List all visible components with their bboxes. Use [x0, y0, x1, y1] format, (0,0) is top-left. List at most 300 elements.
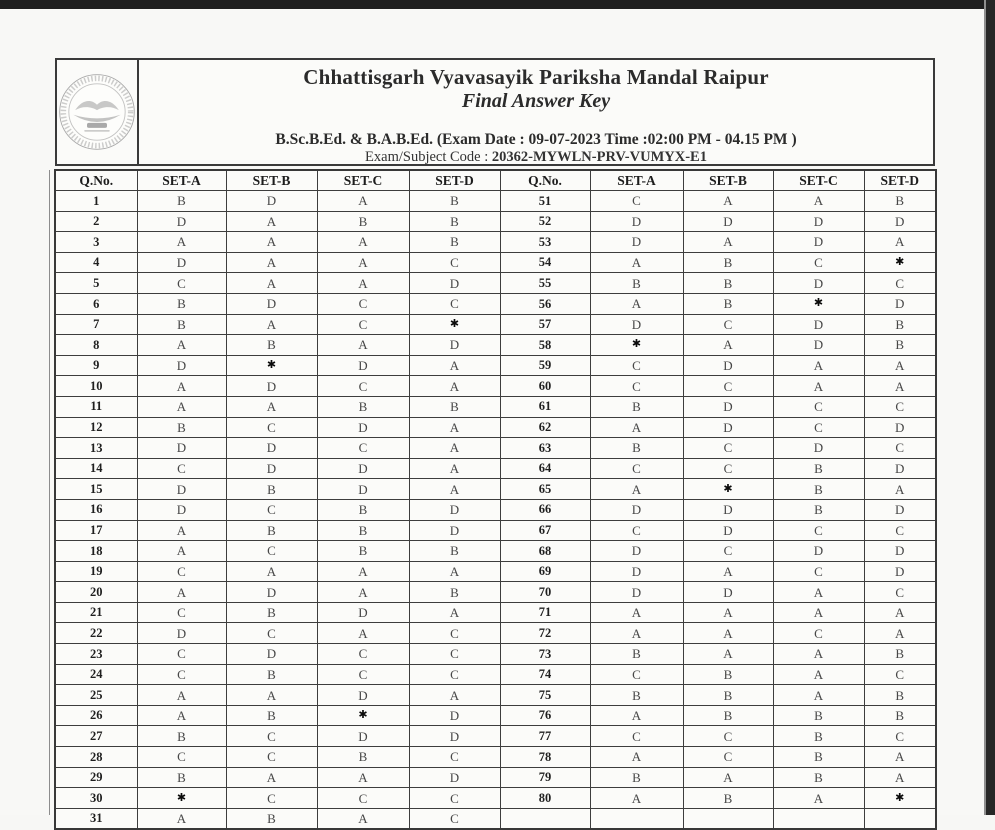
answer-cell: D — [864, 293, 936, 314]
answer-cell: C — [137, 561, 226, 582]
answer-cell: B — [137, 293, 226, 314]
answer-cell: C — [590, 726, 683, 747]
column-header: SET-C — [773, 170, 864, 191]
question-number-cell: 30 — [55, 788, 137, 809]
answer-cell: B — [590, 767, 683, 788]
answer-cell: D — [317, 355, 409, 376]
answer-cell: B — [409, 396, 500, 417]
answer-cell: D — [683, 396, 773, 417]
answer-row — [55, 376, 936, 397]
answer-cell: C — [226, 417, 317, 438]
answer-cell: B — [317, 520, 409, 541]
answer-row — [55, 788, 936, 809]
question-number-cell: 29 — [55, 767, 137, 788]
answer-cell: B — [226, 808, 317, 829]
answer-cell: B — [773, 479, 864, 500]
answer-cell: ✱ — [317, 705, 409, 726]
answer-cell: C — [773, 520, 864, 541]
answer-cell: C — [137, 458, 226, 479]
answer-row — [55, 541, 936, 562]
answer-row — [55, 314, 936, 335]
answer-cell: C — [226, 747, 317, 768]
answer-row — [55, 355, 936, 376]
answer-cell: A — [590, 293, 683, 314]
answer-cell: A — [137, 396, 226, 417]
answer-cell: D — [864, 499, 936, 520]
answer-cell: A — [317, 623, 409, 644]
answer-cell: ✱ — [773, 293, 864, 314]
column-header: SET-B — [226, 170, 317, 191]
answer-cell: D — [864, 211, 936, 232]
header-box — [55, 58, 935, 166]
answer-cell: A — [590, 602, 683, 623]
question-number-cell: 16 — [55, 499, 137, 520]
answer-cell: B — [409, 541, 500, 562]
answer-cell: B — [683, 273, 773, 294]
answer-cell: A — [317, 808, 409, 829]
answer-cell: B — [683, 705, 773, 726]
column-header: SET-A — [137, 170, 226, 191]
question-number-cell: 54 — [500, 252, 590, 273]
answer-cell: A — [864, 767, 936, 788]
answer-cell: D — [683, 355, 773, 376]
column-header: Q.No. — [55, 170, 137, 191]
answer-cell: D — [683, 520, 773, 541]
answer-cell: D — [864, 458, 936, 479]
question-number-cell: 69 — [500, 561, 590, 582]
answer-cell: C — [226, 726, 317, 747]
answer-cell: D — [409, 499, 500, 520]
scan-right-edge — [984, 0, 995, 815]
answer-cell: C — [137, 273, 226, 294]
answer-cell: B — [317, 396, 409, 417]
answer-cell: A — [317, 273, 409, 294]
answer-cell: B — [137, 767, 226, 788]
answer-cell: ✱ — [864, 788, 936, 809]
answer-cell: B — [590, 644, 683, 665]
answer-cell: B — [683, 788, 773, 809]
answer-cell: D — [864, 417, 936, 438]
answer-cell: B — [683, 293, 773, 314]
answer-cell: A — [137, 808, 226, 829]
question-number-cell: 80 — [500, 788, 590, 809]
answer-cell: B — [226, 602, 317, 623]
answer-cell: A — [317, 232, 409, 253]
answer-cell: A — [683, 644, 773, 665]
answer-cell: C — [590, 664, 683, 685]
answer-cell: B — [864, 705, 936, 726]
question-number-cell: 74 — [500, 664, 590, 685]
answer-cell: A — [864, 355, 936, 376]
answer-cell: C — [683, 376, 773, 397]
answer-row — [55, 438, 936, 459]
answer-cell: B — [773, 767, 864, 788]
answer-cell: C — [409, 808, 500, 829]
answer-cell: A — [590, 788, 683, 809]
answer-cell: D — [683, 582, 773, 603]
answer-cell: A — [317, 582, 409, 603]
answer-cell: D — [137, 438, 226, 459]
answer-row — [55, 685, 936, 706]
answer-row — [55, 396, 936, 417]
question-number-cell: 13 — [55, 438, 137, 459]
answer-cell: D — [137, 355, 226, 376]
answer-cell: A — [864, 376, 936, 397]
answer-cell: D — [137, 623, 226, 644]
answer-cell: C — [590, 355, 683, 376]
question-number-cell: 52 — [500, 211, 590, 232]
question-number-cell: 26 — [55, 705, 137, 726]
answer-cell: A — [409, 685, 500, 706]
answer-cell: C — [864, 273, 936, 294]
question-number-cell: 23 — [55, 644, 137, 665]
question-number-cell: 12 — [55, 417, 137, 438]
question-number-cell: 72 — [500, 623, 590, 644]
answer-cell: C — [773, 561, 864, 582]
answer-cell: A — [864, 747, 936, 768]
question-number-cell: 71 — [500, 602, 590, 623]
question-number-cell: 10 — [55, 376, 137, 397]
answer-cell: A — [137, 582, 226, 603]
answer-cell: B — [773, 458, 864, 479]
answer-cell: D — [590, 499, 683, 520]
answer-row — [55, 458, 936, 479]
answer-cell: C — [317, 664, 409, 685]
answer-cell: D — [864, 541, 936, 562]
answer-cell — [864, 808, 936, 829]
answer-cell: ✱ — [409, 314, 500, 335]
answer-cell: B — [137, 417, 226, 438]
answer-cell: D — [773, 541, 864, 562]
answer-cell: D — [409, 767, 500, 788]
answer-cell: D — [590, 232, 683, 253]
answer-cell: D — [409, 273, 500, 294]
answer-cell: C — [773, 417, 864, 438]
answer-cell: A — [226, 252, 317, 273]
question-number-cell: 61 — [500, 396, 590, 417]
answer-row — [55, 644, 936, 665]
answer-cell: B — [137, 726, 226, 747]
answer-cell: B — [683, 664, 773, 685]
question-number-cell: 8 — [55, 335, 137, 356]
answer-cell: A — [226, 211, 317, 232]
answer-cell: A — [409, 479, 500, 500]
answer-cell: C — [409, 293, 500, 314]
answer-cell: A — [864, 602, 936, 623]
question-number-cell: 51 — [500, 191, 590, 212]
answer-cell: A — [773, 685, 864, 706]
answer-cell: B — [773, 499, 864, 520]
answer-cell: D — [226, 293, 317, 314]
answer-cell: C — [317, 314, 409, 335]
answer-cell — [683, 808, 773, 829]
answer-cell: C — [773, 623, 864, 644]
question-number-cell: 25 — [55, 685, 137, 706]
answer-cell: A — [137, 232, 226, 253]
answer-cell: C — [226, 788, 317, 809]
answer-cell: C — [409, 252, 500, 273]
answer-cell: C — [409, 788, 500, 809]
question-number-cell: 6 — [55, 293, 137, 314]
answer-cell: A — [137, 685, 226, 706]
answer-cell: B — [409, 191, 500, 212]
question-number-cell: 59 — [500, 355, 590, 376]
column-header: SET-D — [409, 170, 500, 191]
answer-cell: D — [683, 499, 773, 520]
answer-cell: D — [137, 252, 226, 273]
table-header-row — [55, 170, 936, 191]
answer-cell: D — [317, 417, 409, 438]
answer-cell: C — [409, 747, 500, 768]
answer-cell: D — [317, 479, 409, 500]
answer-cell: D — [137, 211, 226, 232]
answer-row — [55, 602, 936, 623]
answer-cell: A — [137, 520, 226, 541]
answer-cell: C — [864, 520, 936, 541]
exam-code-line — [139, 149, 933, 166]
answer-cell: B — [773, 747, 864, 768]
column-header: SET-B — [683, 170, 773, 191]
scan-top-edge — [0, 0, 995, 9]
answer-cell: B — [137, 191, 226, 212]
answer-cell: A — [409, 458, 500, 479]
answer-cell: B — [317, 499, 409, 520]
answer-cell: A — [590, 705, 683, 726]
question-number-cell: 60 — [500, 376, 590, 397]
answer-cell: B — [590, 685, 683, 706]
answer-cell: B — [590, 438, 683, 459]
answer-cell: C — [683, 458, 773, 479]
question-number-cell: 4 — [55, 252, 137, 273]
answer-cell: A — [590, 252, 683, 273]
answer-cell: D — [317, 602, 409, 623]
question-number-cell: 66 — [500, 499, 590, 520]
answer-cell: D — [773, 232, 864, 253]
answer-row — [55, 664, 936, 685]
document-title: Final Answer Key — [461, 90, 611, 112]
answer-cell: C — [590, 520, 683, 541]
answer-cell: B — [226, 520, 317, 541]
question-number-cell: 28 — [55, 747, 137, 768]
exam-code-label: Exam/Subject Code : — [365, 149, 489, 165]
answer-cell: B — [864, 644, 936, 665]
answer-cell: D — [317, 458, 409, 479]
answer-cell: D — [683, 417, 773, 438]
question-number-cell: 2 — [55, 211, 137, 232]
answer-cell: B — [226, 705, 317, 726]
answer-cell: D — [409, 335, 500, 356]
answer-cell: C — [137, 602, 226, 623]
answer-row — [55, 808, 936, 829]
answer-cell: C — [317, 293, 409, 314]
answer-cell: C — [226, 499, 317, 520]
answer-row — [55, 726, 936, 747]
answer-cell: C — [773, 396, 864, 417]
answer-cell: A — [409, 438, 500, 459]
answer-cell: D — [590, 211, 683, 232]
answer-cell: A — [409, 355, 500, 376]
answer-cell: ✱ — [226, 355, 317, 376]
answer-cell: ✱ — [864, 252, 936, 273]
answer-cell: D — [226, 582, 317, 603]
answer-cell: A — [773, 191, 864, 212]
scan-line-artifact — [49, 170, 50, 815]
answer-cell: B — [683, 252, 773, 273]
answer-cell: A — [409, 417, 500, 438]
answer-cell: D — [683, 211, 773, 232]
question-number-cell: 3 — [55, 232, 137, 253]
answer-cell: A — [226, 314, 317, 335]
question-number-cell: 22 — [55, 623, 137, 644]
exam-details: B.Sc.B.Ed. & B.A.B.Ed. (Exam Date : 09-07-2023 Time :02:00 PM - 04.15 PM ) — [275, 131, 797, 148]
answer-cell: A — [226, 685, 317, 706]
answer-cell: A — [683, 232, 773, 253]
question-number-cell: 21 — [55, 602, 137, 623]
answer-cell: C — [864, 726, 936, 747]
answer-cell: D — [590, 582, 683, 603]
question-number-cell: 53 — [500, 232, 590, 253]
answer-cell: C — [683, 438, 773, 459]
answer-cell: C — [683, 747, 773, 768]
answer-cell: D — [409, 520, 500, 541]
answer-cell: D — [773, 438, 864, 459]
question-number-cell: 31 — [55, 808, 137, 829]
answer-cell: D — [226, 438, 317, 459]
answer-cell: B — [683, 685, 773, 706]
answer-row — [55, 232, 936, 253]
answer-row — [55, 705, 936, 726]
answer-cell: A — [226, 396, 317, 417]
answer-row — [55, 417, 936, 438]
answer-cell: B — [317, 541, 409, 562]
question-number-cell: 9 — [55, 355, 137, 376]
answer-row — [55, 191, 936, 212]
answer-cell: A — [409, 561, 500, 582]
answer-cell: D — [226, 191, 317, 212]
answer-cell: B — [226, 479, 317, 500]
answer-cell: C — [864, 582, 936, 603]
answer-cell: A — [683, 767, 773, 788]
answer-key-table — [54, 169, 937, 830]
answer-cell: B — [864, 335, 936, 356]
answer-cell: B — [773, 705, 864, 726]
answer-cell: B — [409, 232, 500, 253]
question-number-cell: 75 — [500, 685, 590, 706]
question-number-cell: 1 — [55, 191, 137, 212]
question-number-cell: 68 — [500, 541, 590, 562]
answer-row — [55, 582, 936, 603]
answer-cell — [773, 808, 864, 829]
question-number-cell: 56 — [500, 293, 590, 314]
question-number-cell: 19 — [55, 561, 137, 582]
question-number-cell: 58 — [500, 335, 590, 356]
answer-row — [55, 252, 936, 273]
answer-row — [55, 499, 936, 520]
answer-cell: A — [137, 705, 226, 726]
answer-cell: A — [226, 561, 317, 582]
answer-cell: C — [409, 664, 500, 685]
answer-cell: D — [317, 685, 409, 706]
question-number-cell: 76 — [500, 705, 590, 726]
answer-cell: D — [409, 705, 500, 726]
answer-cell: B — [226, 335, 317, 356]
question-number-cell: 11 — [55, 396, 137, 417]
logo-cell — [57, 60, 139, 164]
answer-cell: ✱ — [590, 335, 683, 356]
answer-cell: B — [590, 396, 683, 417]
column-header: SET-A — [590, 170, 683, 191]
answer-cell: A — [683, 602, 773, 623]
question-number-cell: 14 — [55, 458, 137, 479]
answer-cell: C — [590, 458, 683, 479]
question-number-cell: 67 — [500, 520, 590, 541]
answer-cell: D — [590, 541, 683, 562]
answer-cell: A — [317, 252, 409, 273]
question-number-cell: 62 — [500, 417, 590, 438]
question-number-cell: 24 — [55, 664, 137, 685]
answer-cell: B — [317, 211, 409, 232]
answer-cell: C — [137, 644, 226, 665]
answer-cell: D — [409, 726, 500, 747]
question-number-cell: 64 — [500, 458, 590, 479]
question-number-cell: 7 — [55, 314, 137, 335]
column-header: SET-C — [317, 170, 409, 191]
answer-cell: B — [864, 191, 936, 212]
question-number-cell — [500, 808, 590, 829]
answer-cell: D — [137, 479, 226, 500]
answer-cell: D — [590, 314, 683, 335]
answer-cell: D — [317, 726, 409, 747]
answer-row — [55, 293, 936, 314]
answer-row — [55, 335, 936, 356]
answer-cell: D — [590, 561, 683, 582]
answer-cell: C — [864, 396, 936, 417]
answer-cell: A — [773, 602, 864, 623]
answer-cell: C — [137, 747, 226, 768]
question-number-cell: 57 — [500, 314, 590, 335]
exam-code-value: 20362-MYWLN-PRV-VUMYX-E1 — [491, 149, 707, 165]
answer-cell: ✱ — [683, 479, 773, 500]
answer-row — [55, 273, 936, 294]
answer-cell: B — [864, 685, 936, 706]
answer-cell: A — [409, 602, 500, 623]
answer-cell: A — [864, 623, 936, 644]
answer-row — [55, 479, 936, 500]
answer-row — [55, 623, 936, 644]
answer-cell: A — [590, 479, 683, 500]
answer-cell: A — [226, 232, 317, 253]
answer-cell: C — [864, 664, 936, 685]
question-number-cell: 73 — [500, 644, 590, 665]
answer-cell: A — [683, 561, 773, 582]
answer-cell: A — [590, 417, 683, 438]
answer-cell: A — [683, 623, 773, 644]
answer-cell: C — [409, 644, 500, 665]
answer-cell: A — [773, 582, 864, 603]
question-number-cell: 78 — [500, 747, 590, 768]
answer-cell: A — [137, 376, 226, 397]
answer-cell: C — [683, 541, 773, 562]
answer-cell: A — [773, 355, 864, 376]
answer-cell: A — [864, 232, 936, 253]
answer-cell: A — [317, 767, 409, 788]
answer-cell: C — [317, 644, 409, 665]
answer-row — [55, 561, 936, 582]
answer-cell: A — [226, 767, 317, 788]
answer-row — [55, 211, 936, 232]
answer-cell: A — [137, 541, 226, 562]
answer-cell: D — [773, 211, 864, 232]
